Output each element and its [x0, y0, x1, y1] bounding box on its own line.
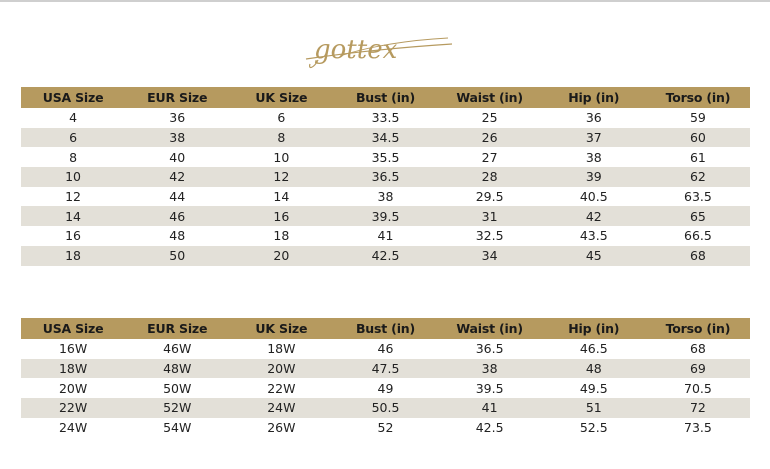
table-cell: 44 — [125, 187, 229, 207]
table-cell: 63.5 — [646, 187, 750, 207]
table-cell: 12 — [229, 167, 333, 187]
table-cell: 45 — [542, 246, 646, 266]
table-row — [21, 128, 750, 148]
table-cell: 52W — [125, 398, 229, 418]
table-cell: 39 — [542, 167, 646, 187]
table-row — [21, 359, 750, 379]
table-cell: 54W — [125, 418, 229, 438]
table-cell: 16 — [21, 226, 125, 246]
table-cell: 48 — [542, 359, 646, 379]
table-cell: 29.5 — [438, 187, 542, 207]
table-cell: 42 — [542, 206, 646, 226]
table-row — [21, 246, 750, 266]
header-eur-size: EUR Size — [125, 87, 229, 108]
header-usa-size: USA Size — [21, 87, 125, 108]
table-cell: 28 — [438, 167, 542, 187]
table-cell: 72 — [646, 398, 750, 418]
table-cell: 10 — [229, 147, 333, 167]
table-cell: 51 — [542, 398, 646, 418]
table-cell: 40.5 — [542, 187, 646, 207]
table-cell: 39.5 — [438, 378, 542, 398]
table-cell: 36 — [125, 108, 229, 128]
header-bust: Bust (in) — [333, 87, 437, 108]
table-row — [21, 167, 750, 187]
table-cell: 12 — [21, 187, 125, 207]
standard-size-table — [21, 87, 750, 266]
table-cell: 38 — [125, 128, 229, 148]
table-cell: 61 — [646, 147, 750, 167]
header-eur-size: EUR Size — [125, 318, 229, 339]
table-row — [21, 418, 750, 438]
table-cell: 32.5 — [438, 226, 542, 246]
table-cell: 27 — [438, 147, 542, 167]
table-cell: 20W — [21, 378, 125, 398]
table-cell: 35.5 — [333, 147, 437, 167]
table-cell: 10 — [21, 167, 125, 187]
table-cell: 49 — [333, 378, 437, 398]
table-row — [21, 206, 750, 226]
table-cell: 6 — [21, 128, 125, 148]
table-cell: 25 — [438, 108, 542, 128]
table-cell: 68 — [646, 339, 750, 359]
table-cell: 68 — [646, 246, 750, 266]
table-row — [21, 398, 750, 418]
header-usa-size: USA Size — [21, 318, 125, 339]
table-cell: 20 — [229, 246, 333, 266]
table-cell: 42.5 — [438, 418, 542, 438]
table-header-row — [21, 87, 750, 108]
table-cell: 31 — [438, 206, 542, 226]
women-size-table — [21, 318, 750, 437]
table-cell: 49.5 — [542, 378, 646, 398]
table-row — [21, 226, 750, 246]
table-row — [21, 187, 750, 207]
table-cell: 14 — [21, 206, 125, 226]
table-cell: 36 — [542, 108, 646, 128]
table-cell: 16 — [229, 206, 333, 226]
table-cell: 20W — [229, 359, 333, 379]
table-cell: 24W — [229, 398, 333, 418]
table-cell: 36.5 — [438, 339, 542, 359]
table-cell: 14 — [229, 187, 333, 207]
table-row — [21, 339, 750, 359]
header-bust: Bust (in) — [333, 318, 437, 339]
table-cell: 18W — [21, 359, 125, 379]
table-cell: 18 — [229, 226, 333, 246]
table-cell: 39.5 — [333, 206, 437, 226]
header-torso: Torso (in) — [646, 318, 750, 339]
table-cell: 69 — [646, 359, 750, 379]
table-cell: 41 — [333, 226, 437, 246]
table-cell: 38 — [542, 147, 646, 167]
table-cell: 8 — [229, 128, 333, 148]
table-cell: 16W — [21, 339, 125, 359]
table-cell: 73.5 — [646, 418, 750, 438]
table-cell: 50W — [125, 378, 229, 398]
gottex-logo — [300, 26, 460, 72]
table-cell: 59 — [646, 108, 750, 128]
table-cell: 33.5 — [333, 108, 437, 128]
table-cell: 52 — [333, 418, 437, 438]
table-cell: 62 — [646, 167, 750, 187]
table-cell: 47.5 — [333, 359, 437, 379]
table-cell: 70.5 — [646, 378, 750, 398]
table-cell: 48 — [125, 226, 229, 246]
table-cell: 43.5 — [542, 226, 646, 246]
header-uk-size: UK Size — [229, 318, 333, 339]
table-cell: 46.5 — [542, 339, 646, 359]
table-cell: 34 — [438, 246, 542, 266]
table-cell: 50 — [125, 246, 229, 266]
table-cell: 46 — [333, 339, 437, 359]
table-cell: 60 — [646, 128, 750, 148]
table-cell: 4 — [21, 108, 125, 128]
header-waist: Waist (in) — [438, 318, 542, 339]
table-cell: 18W — [229, 339, 333, 359]
table-cell: 40 — [125, 147, 229, 167]
top-divider — [0, 0, 770, 2]
table-cell: 41 — [438, 398, 542, 418]
table-cell: 18 — [21, 246, 125, 266]
table-cell: 46 — [125, 206, 229, 226]
table-cell: 8 — [21, 147, 125, 167]
table-cell: 6 — [229, 108, 333, 128]
table-cell: 50.5 — [333, 398, 437, 418]
table-cell: 42 — [125, 167, 229, 187]
table-header-row — [21, 318, 750, 339]
table-cell: 22W — [229, 378, 333, 398]
table-row — [21, 378, 750, 398]
table-cell: 38 — [333, 187, 437, 207]
header-hip: Hip (in) — [542, 87, 646, 108]
logo-lettering: gottex — [314, 35, 398, 65]
header-torso: Torso (in) — [646, 87, 750, 108]
table-cell: 66.5 — [646, 226, 750, 246]
header-hip: Hip (in) — [542, 318, 646, 339]
table-cell: 38 — [438, 359, 542, 379]
header-waist: Waist (in) — [438, 87, 542, 108]
table-cell: 46W — [125, 339, 229, 359]
table-cell: 22W — [21, 398, 125, 418]
table-cell: 37 — [542, 128, 646, 148]
table-cell: 48W — [125, 359, 229, 379]
table-cell: 42.5 — [333, 246, 437, 266]
table-row — [21, 108, 750, 128]
table-cell: 24W — [21, 418, 125, 438]
table-cell: 26 — [438, 128, 542, 148]
table-cell: 52.5 — [542, 418, 646, 438]
table-cell: 34.5 — [333, 128, 437, 148]
table-cell: 36.5 — [333, 167, 437, 187]
header-uk-size: UK Size — [229, 87, 333, 108]
table-cell: 26W — [229, 418, 333, 438]
table-row — [21, 147, 750, 167]
table-cell: 65 — [646, 206, 750, 226]
